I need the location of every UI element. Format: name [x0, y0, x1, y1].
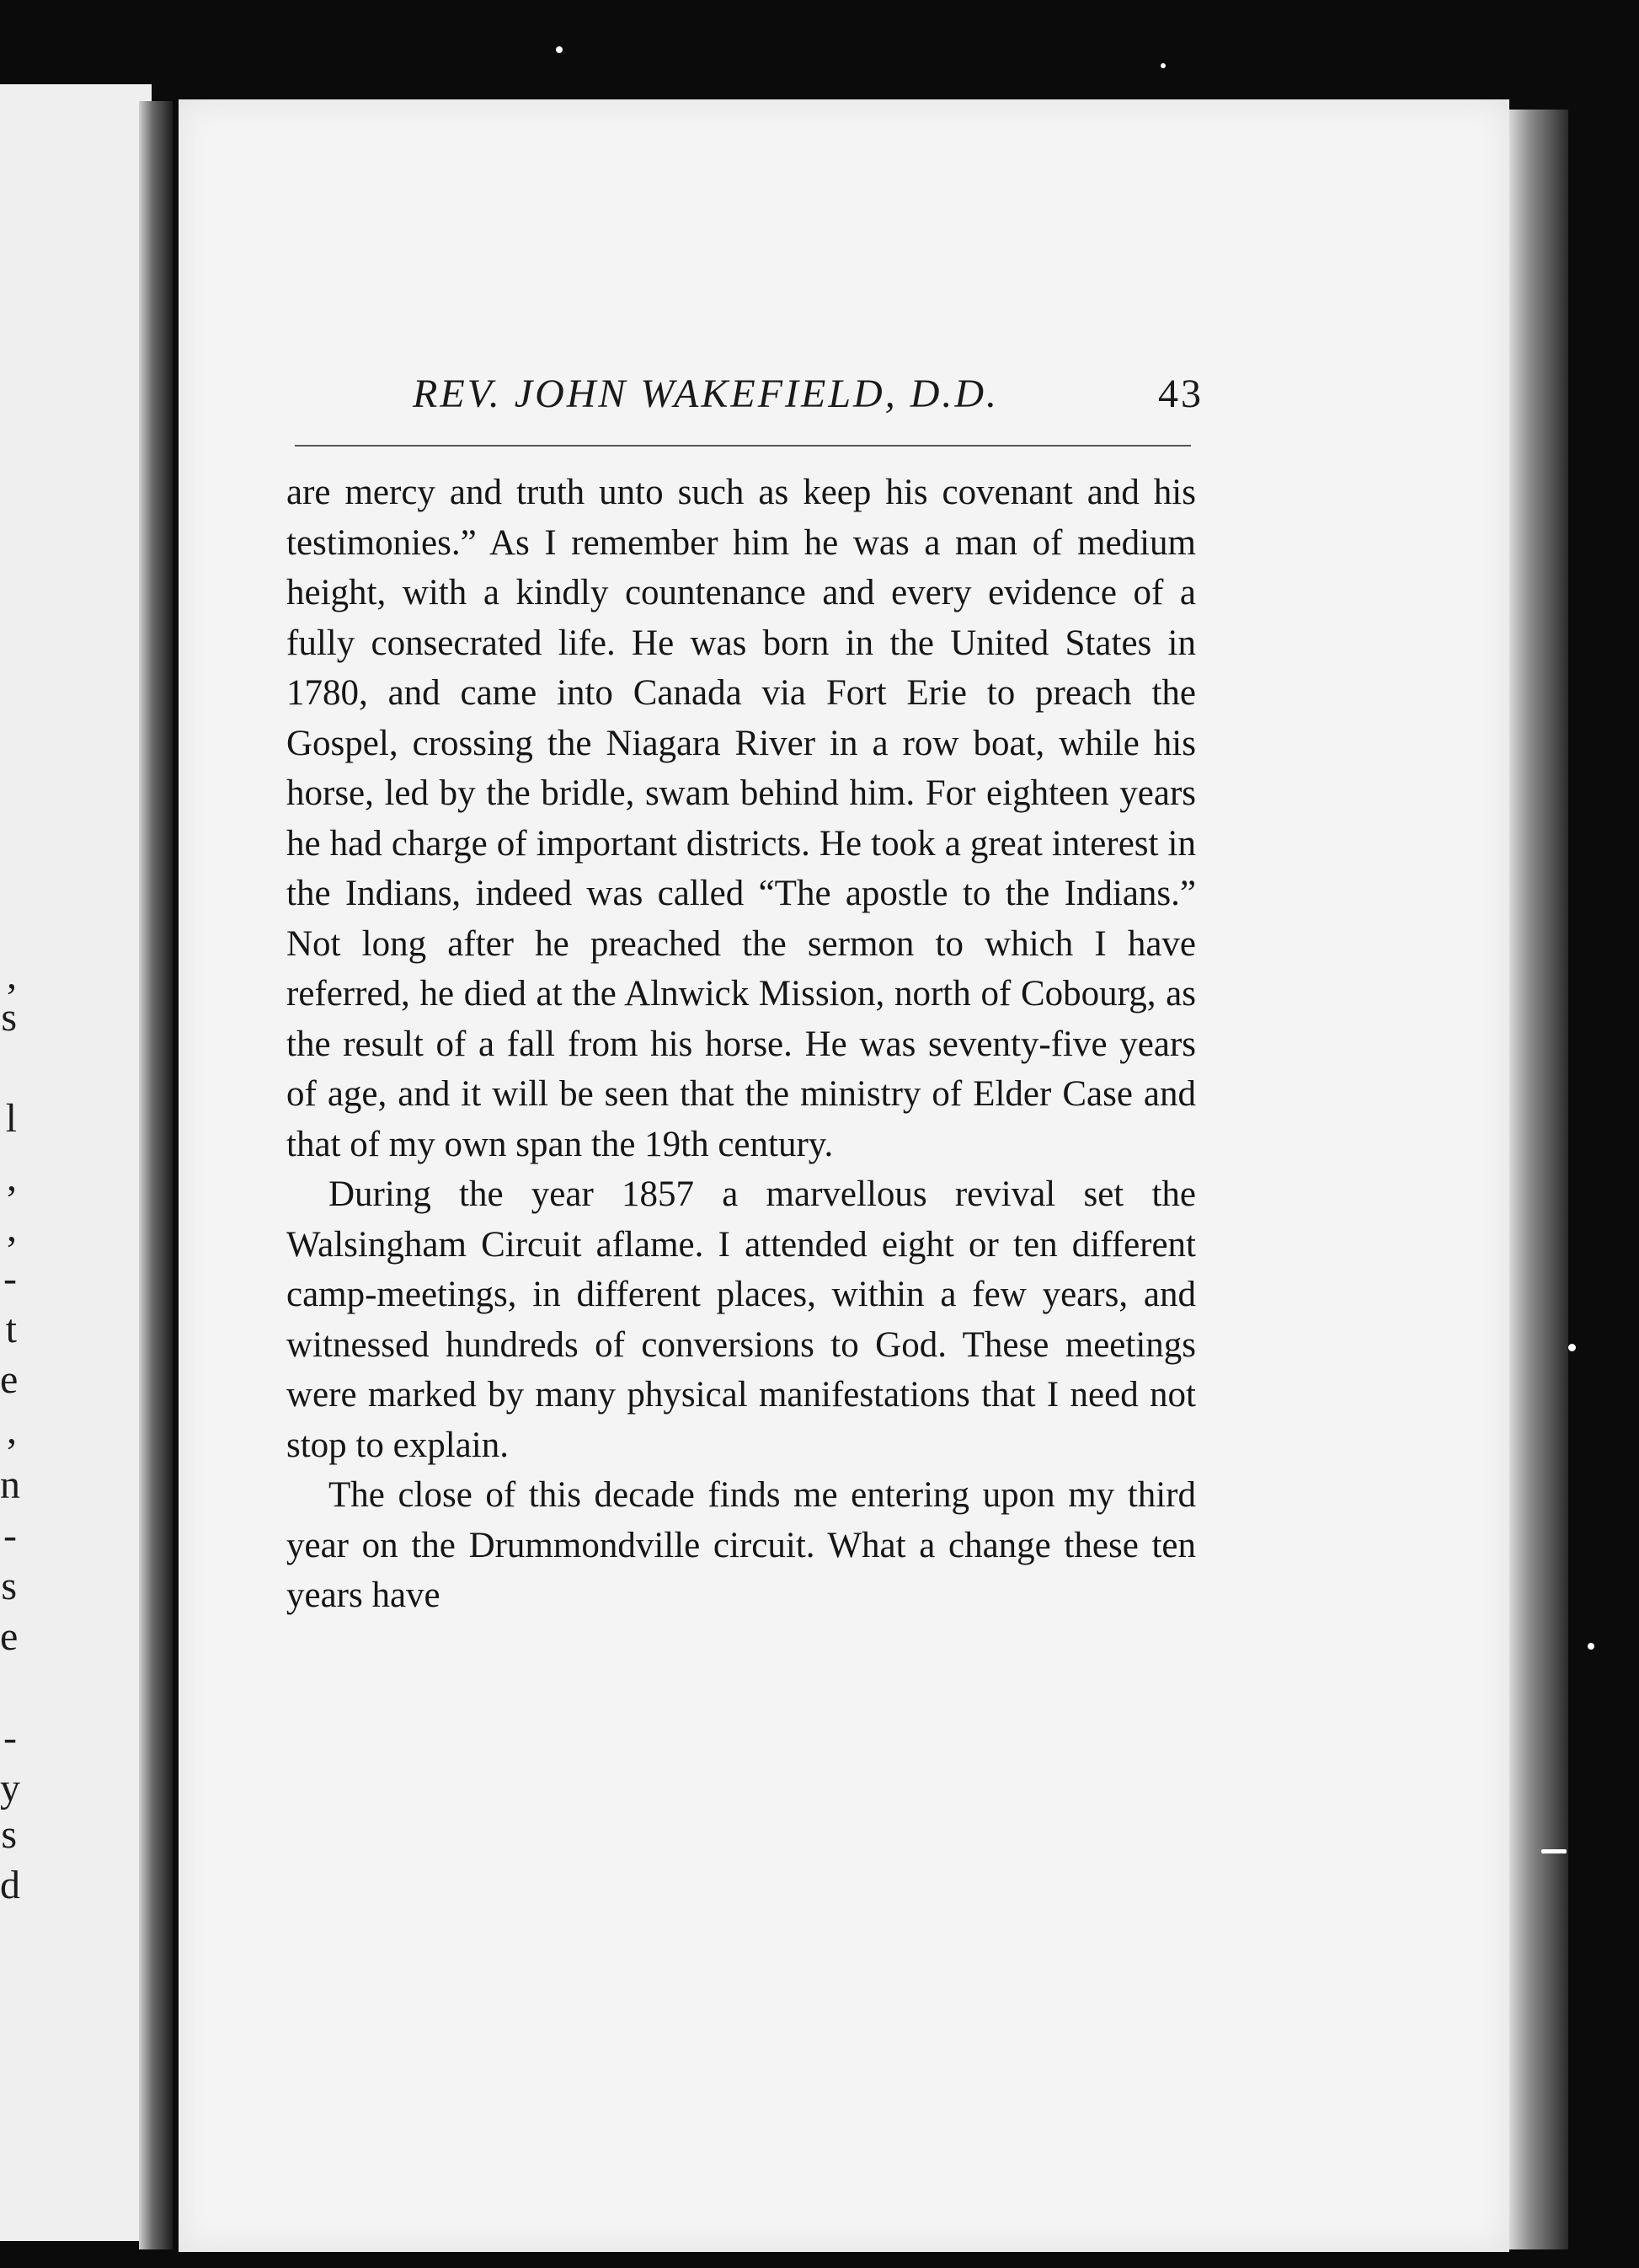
- facing-fragment: ,: [7, 953, 17, 998]
- body-text: [286, 468, 1196, 1621]
- scan-speck: [1541, 1849, 1567, 1853]
- book-gutter-shadow: [139, 101, 173, 2249]
- scan-speck: [1161, 63, 1166, 68]
- facing-fragment: e: [0, 1357, 19, 1402]
- facing-fragment: ,: [7, 1206, 17, 1250]
- running-head-title: REV. JOHN WAKEFIELD, D.D.: [413, 372, 1000, 416]
- facing-fragment: n: [0, 1463, 20, 1507]
- facing-fragment: -: [3, 1715, 17, 1760]
- facing-fragment: s: [1, 1564, 17, 1608]
- scan-speck: [1588, 1643, 1594, 1650]
- page-number: 43: [1158, 372, 1204, 416]
- facing-fragment: -: [3, 1256, 17, 1301]
- facing-fragment: ,: [7, 1155, 17, 1200]
- scan-speck: [1568, 1344, 1576, 1351]
- paragraph: are mercy and truth unto such as keep his covenant and his testimonies.” As I remember him he was a man of medium height, with a kindly countenance and every evidence of a fully consecrated life. He was born in the United States in 1780, and came into Canada via Fort Erie to preach the Gospel, crossing the Niagara River in a row boat, while his horse, led by the bridle, swam behind him. For eighteen years he had charge of important districts. He took a great interest in the Indians, indeed was called “The apostle to the Indians.” Not long after he preached the sermon to which I have referred, he died at the Alnwick Mission, north of Cobourg, as the result of a fall from his horse. He was seventy-five years of age, and it will be seen that the ministry of Elder Case and that of my own span the 19th century.: [286, 473, 1196, 1164]
- facing-fragment: d: [0, 1863, 20, 1907]
- facing-page-text-fragments: [0, 0, 152, 2268]
- paragraph: The close of this decade finds me entering upon my third year on the Drummondville circuit. What a change these ten years have: [286, 1475, 1196, 1615]
- facing-fragment: ,: [7, 1408, 17, 1452]
- facing-fragment: e: [0, 1614, 19, 1659]
- facing-fragment: l: [5, 1096, 17, 1141]
- page-edge-shadow: [1509, 110, 1568, 2249]
- facing-fragment: s: [1, 1812, 17, 1857]
- paragraph: During the year 1857 a marvellous revival set the Walsingham Circuit aflame. I attended eight or ten different camp-meetings, in different places, within a few years, and witnessed hundreds of conversions to God. These meetings were marked by many physical manifestations that I need not stop to explain.: [286, 1174, 1196, 1465]
- scan-speck: [556, 46, 563, 53]
- header-rule: [295, 445, 1191, 447]
- facing-fragment: -: [3, 1513, 17, 1558]
- facing-fragment: y: [0, 1766, 20, 1811]
- facing-fragment: s: [1, 995, 17, 1040]
- facing-fragment: t: [5, 1307, 17, 1351]
